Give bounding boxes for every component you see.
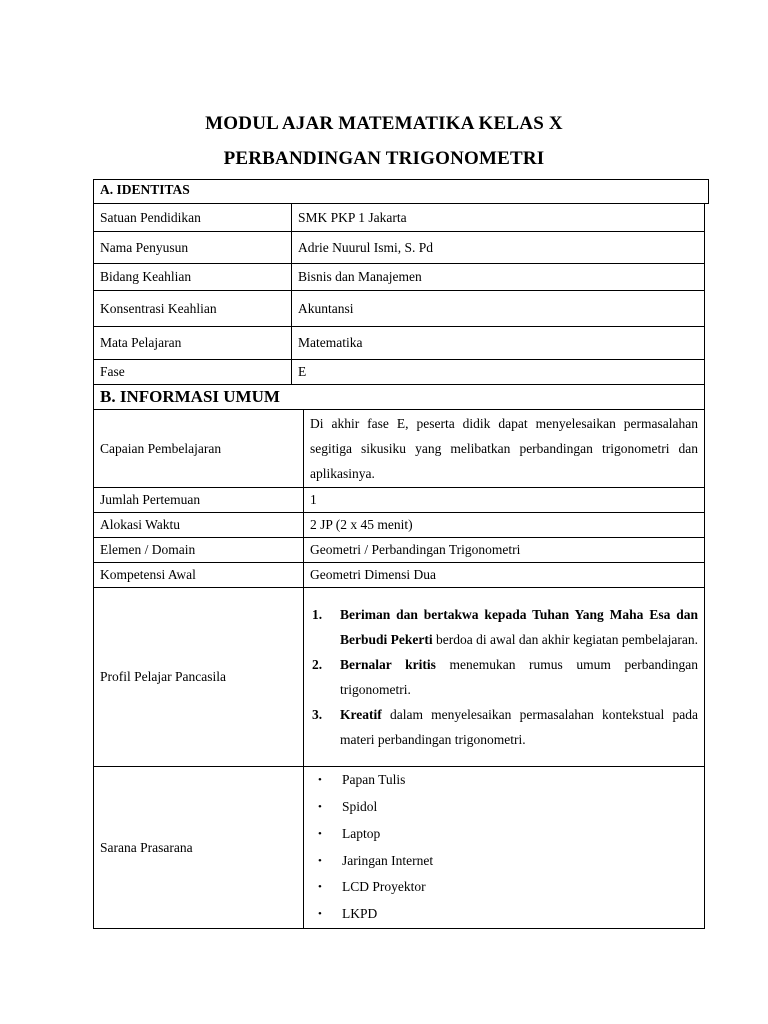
list-item (310, 602, 698, 652)
list-item-label: LKPD (342, 906, 378, 922)
row-label: Bidang Keahlian (94, 264, 292, 291)
profil-text: berdoa di awal dan akhir kegiatan pembelajaran. (432, 631, 699, 647)
profil-bold-text: Bernalar kritis (340, 656, 436, 672)
list-item (310, 848, 698, 875)
bullet-icon: • (318, 774, 322, 787)
sarana-cell (304, 767, 705, 929)
row-value: Matematika (292, 327, 705, 360)
capaian-text: Di akhir fase E, peserta didik dapat menyelesaikan permasalahan segitiga sikusiku yang melibatkan perbandingan trigonometri dan aplikasinya. (304, 410, 705, 488)
row-value: 2 JP (2 x 45 menit) (304, 513, 705, 538)
informasi-umum-table (93, 384, 705, 929)
profil-text: dalam menyelesaikan permasalahan kontekstual pada materi perbandingan trigonometri. (340, 706, 698, 747)
bullet-icon: • (318, 908, 322, 921)
table-row (94, 385, 705, 410)
table-row (94, 204, 705, 232)
profil-list (310, 599, 698, 756)
table-row (94, 232, 705, 264)
row-label: Sarana Prasarana (94, 767, 304, 929)
bullet-icon: • (318, 800, 322, 813)
row-value: Geometri Dimensi Dua (304, 563, 705, 588)
row-label: Elemen / Domain (94, 538, 304, 563)
list-number: 1. (312, 606, 323, 622)
list-item (310, 821, 698, 848)
row-value: Bisnis dan Manajemen (292, 264, 705, 291)
identitas-table (93, 203, 705, 385)
table-row (94, 563, 705, 588)
row-label: Konsentrasi Keahlian (94, 291, 292, 327)
row-value: Geometri / Perbandingan Trigonometri (304, 538, 705, 563)
row-label: Profil Pelajar Pancasila (94, 588, 304, 767)
bullet-icon: • (318, 827, 322, 840)
document-subtitle: PERBANDINGAN TRIGONOMETRI (223, 148, 545, 169)
bullet-icon: • (318, 881, 322, 894)
row-label: Satuan Pendidikan (94, 204, 292, 232)
table-row (94, 360, 705, 385)
section-a-header: A. IDENTITAS (93, 179, 709, 204)
table-row (94, 264, 705, 291)
row-label: Fase (94, 360, 292, 385)
row-label: Kompetensi Awal (94, 563, 304, 588)
list-item (310, 652, 698, 702)
list-item (310, 767, 698, 794)
row-label: Alokasi Waktu (94, 513, 304, 538)
table-row (94, 327, 705, 360)
list-item-label: Spidol (342, 798, 378, 814)
table-row (94, 410, 705, 488)
row-value: 1 (304, 488, 705, 513)
row-label: Mata Pelajaran (94, 327, 292, 360)
table-row (94, 588, 705, 767)
list-item-label: Jaringan Internet (342, 852, 434, 868)
list-item (310, 702, 698, 752)
table-row (94, 538, 705, 563)
row-label: Capaian Pembelajaran (94, 410, 304, 488)
profil-bold-text: Beriman dan bertakwa kepada Tuhan Yang Maha Esa dan Berbudi Pekerti (340, 606, 698, 647)
row-label: Nama Penyusun (94, 232, 292, 264)
profil-bold-text: Kreatif (340, 706, 382, 722)
table-row (94, 767, 705, 929)
section-b-header: B. INFORMASI UMUM (94, 385, 705, 410)
table-row (94, 291, 705, 327)
row-value: E (292, 360, 705, 385)
list-item (310, 874, 698, 901)
row-value: Adrie Nuurul Ismi, S. Pd (292, 232, 705, 264)
bullet-icon: • (318, 854, 322, 867)
list-item-label: LCD Proyektor (342, 879, 426, 895)
list-item-label: Papan Tulis (342, 772, 406, 788)
list-item (310, 794, 698, 821)
profil-cell (304, 588, 705, 767)
row-value: Akuntansi (292, 291, 705, 327)
document-title: MODUL AJAR MATEMATIKA KELAS X (205, 113, 563, 134)
list-number: 3. (312, 706, 323, 722)
list-item-label: Laptop (342, 825, 381, 841)
profil-text: menemukan rumus umum perbandingan trigonometri. (340, 656, 698, 697)
sarana-list (310, 767, 698, 928)
table-row (94, 488, 705, 513)
table-row (94, 513, 705, 538)
list-item (310, 901, 698, 928)
row-label: Jumlah Pertemuan (94, 488, 304, 513)
row-value: SMK PKP 1 Jakarta (292, 204, 705, 232)
list-number: 2. (312, 656, 323, 672)
